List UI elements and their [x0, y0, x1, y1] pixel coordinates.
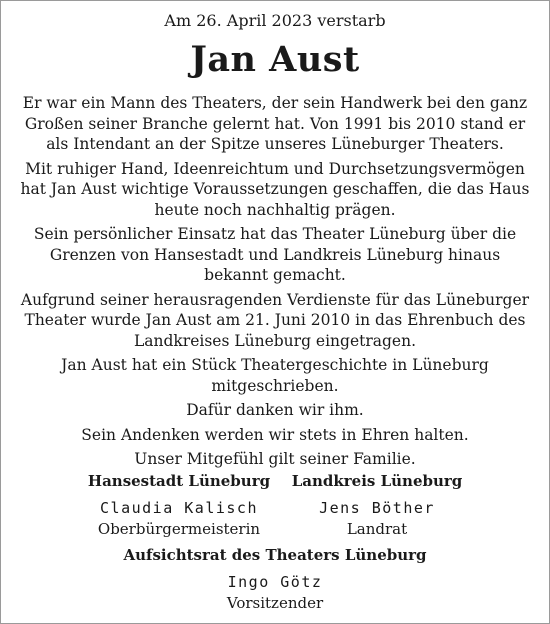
- signatory-name: Jens Böther: [319, 499, 435, 517]
- board-organization: Aufsichtsrat des Theaters Lüneburg: [123, 546, 427, 564]
- signature-block-board: [1, 545, 549, 613]
- board-role: Vorsitzender: [226, 594, 324, 612]
- notice-body: [19, 93, 531, 474]
- paragraph: Mit ruhiger Hand, Ideenreichtum und Durchsetzungsvermögen hat Jan Aust wichtige Voraussetzungen geschaffen, die das Haus heute noch nachhaltig prägen.: [20, 159, 530, 219]
- signature-block-district: [257, 471, 497, 539]
- paragraph: Sein Andenken werden wir stets in Ehren halten.: [81, 425, 469, 444]
- signatory-organization: Landkreis Lüneburg: [291, 472, 463, 490]
- signatory-name: Claudia Kalisch: [100, 499, 258, 517]
- paragraph: Jan Aust hat ein Stück Theatergeschichte in Lüneburg mitgeschrieben.: [61, 356, 489, 395]
- signatory-role: Oberbürgermeisterin: [97, 520, 261, 538]
- paragraph: Unser Mitgefühl gilt seiner Familie.: [134, 450, 416, 468]
- board-person: Ingo Götz: [227, 573, 323, 591]
- signatory-organization: Hansestadt Lüneburg: [87, 472, 271, 490]
- intro-line: Am 26. April 2023 verstarb: [164, 11, 386, 30]
- signatory-role: Landrat: [346, 520, 408, 538]
- paragraph: Aufgrund seiner herausragenden Verdienste für das Lüneburger Theater wurde Jan Aust am 21. Juni 2010 in das Ehrenbuch des Landkreises Lüneburg eingetragen.: [20, 290, 530, 350]
- paragraph: Dafür danken wir ihm.: [186, 401, 364, 419]
- deceased-name: Jan Aust: [190, 39, 360, 80]
- paragraph: Er war ein Mann des Theaters, der sein Handwerk bei den ganz Großen seiner Branche gelernt hat. Von 1991 bis 2010 stand er als Intendant an der Spitze unseres Lüneburger Theaters.: [22, 94, 528, 153]
- paragraph: Sein persönlicher Einsatz hat das Theater Lüneburg über die Grenzen von Hansestadt und Landkreis Lüneburg hinaus bekannt gemacht.: [33, 225, 517, 284]
- signatures: [1, 471, 549, 541]
